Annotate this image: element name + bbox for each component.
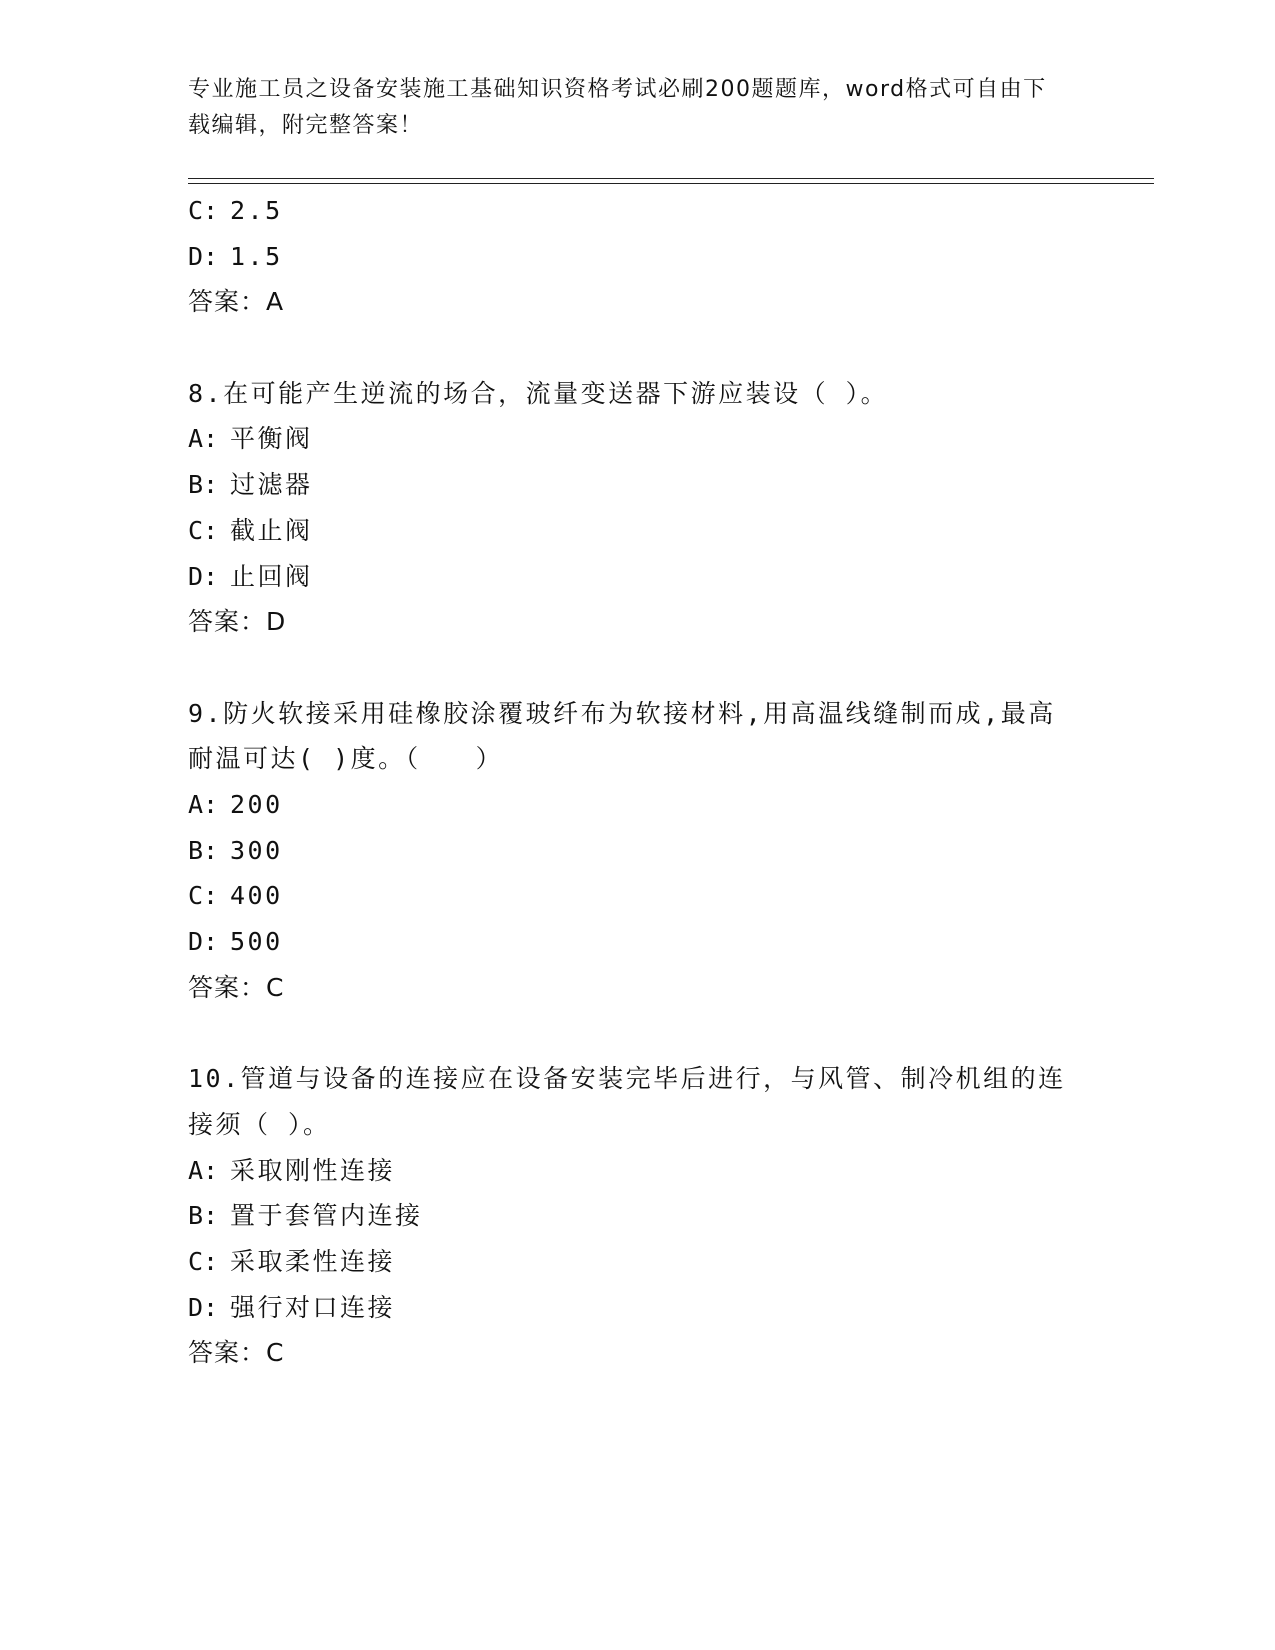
option-text: 平衡阀 (230, 424, 313, 454)
option-label: A: (188, 1155, 219, 1185)
option-a (188, 1148, 1088, 1194)
option-d (188, 234, 1088, 280)
option-text: 500 (230, 927, 283, 957)
option-text: 止回阀 (230, 561, 313, 591)
option-b (188, 1193, 1088, 1239)
option-b (188, 828, 1088, 874)
question-fragment (188, 188, 1088, 325)
option-text: 400 (230, 881, 283, 911)
answer-line: 答案：D (188, 607, 287, 637)
spacer (188, 1010, 1088, 1056)
option-text: 截止阀 (230, 515, 313, 545)
option-label: B: (188, 470, 219, 500)
option-label: C: (188, 515, 219, 545)
option-label: D: (188, 1292, 219, 1322)
option-text: 采取柔性连接 (230, 1246, 396, 1276)
option-text: 200 (230, 789, 283, 819)
answer-line: 答案：A (188, 287, 285, 317)
option-label: D: (188, 561, 219, 591)
option-label: B: (188, 1201, 219, 1231)
spacer (188, 645, 1088, 691)
question-stem: 8.在可能产生逆流的场合，流量变送器下游应装设（ ）。 (188, 378, 889, 408)
option-c (188, 508, 1088, 554)
option-d (188, 1285, 1088, 1331)
option-label: C: (188, 1246, 219, 1276)
option-b (188, 462, 1088, 508)
option-text: 置于套管内连接 (230, 1201, 423, 1231)
option-label: C: (188, 881, 219, 911)
option-text: 过滤器 (230, 470, 313, 500)
option-label: A: (188, 424, 219, 454)
question-8 (188, 371, 1088, 645)
option-d (188, 919, 1088, 965)
option-c (188, 188, 1088, 234)
spacer (188, 325, 1088, 371)
question-list (188, 188, 1088, 1376)
header-divider-bottom (188, 183, 1154, 184)
option-text: 300 (230, 835, 283, 865)
option-label: D: (188, 927, 219, 957)
question-10 (188, 1056, 1088, 1376)
option-c (188, 1239, 1088, 1285)
option-text: 强行对口连接 (230, 1292, 396, 1322)
question-9 (188, 691, 1088, 1011)
option-c (188, 873, 1088, 919)
option-label: C: (188, 196, 219, 225)
question-stem: 10.管道与设备的连接应在设备安装完毕后进行，与风管、制冷机组的连接须（ ）。 (188, 1064, 1066, 1139)
option-text: 2.5 (230, 196, 283, 225)
document-header: 专业施工员之设备安装施工基础知识资格考试必刷200题题库，word格式可自由下载编辑，附完整答案！ (188, 77, 1047, 138)
option-text: 1.5 (230, 241, 283, 271)
header-divider-top (188, 178, 1154, 179)
answer-line: 答案：C (188, 972, 285, 1002)
option-a (188, 782, 1088, 828)
option-label: A: (188, 789, 219, 819)
option-label: B: (188, 835, 219, 865)
option-d (188, 554, 1088, 600)
option-a (188, 416, 1088, 462)
answer-line: 答案：C (188, 1338, 285, 1368)
option-label: D: (188, 241, 219, 271)
question-stem: 9.防火软接采用硅橡胶涂覆玻纤布为软接材料,用高温线缝制而成,最高耐温可达( )度。（ ） (188, 698, 1056, 774)
option-text: 采取刚性连接 (230, 1155, 396, 1185)
